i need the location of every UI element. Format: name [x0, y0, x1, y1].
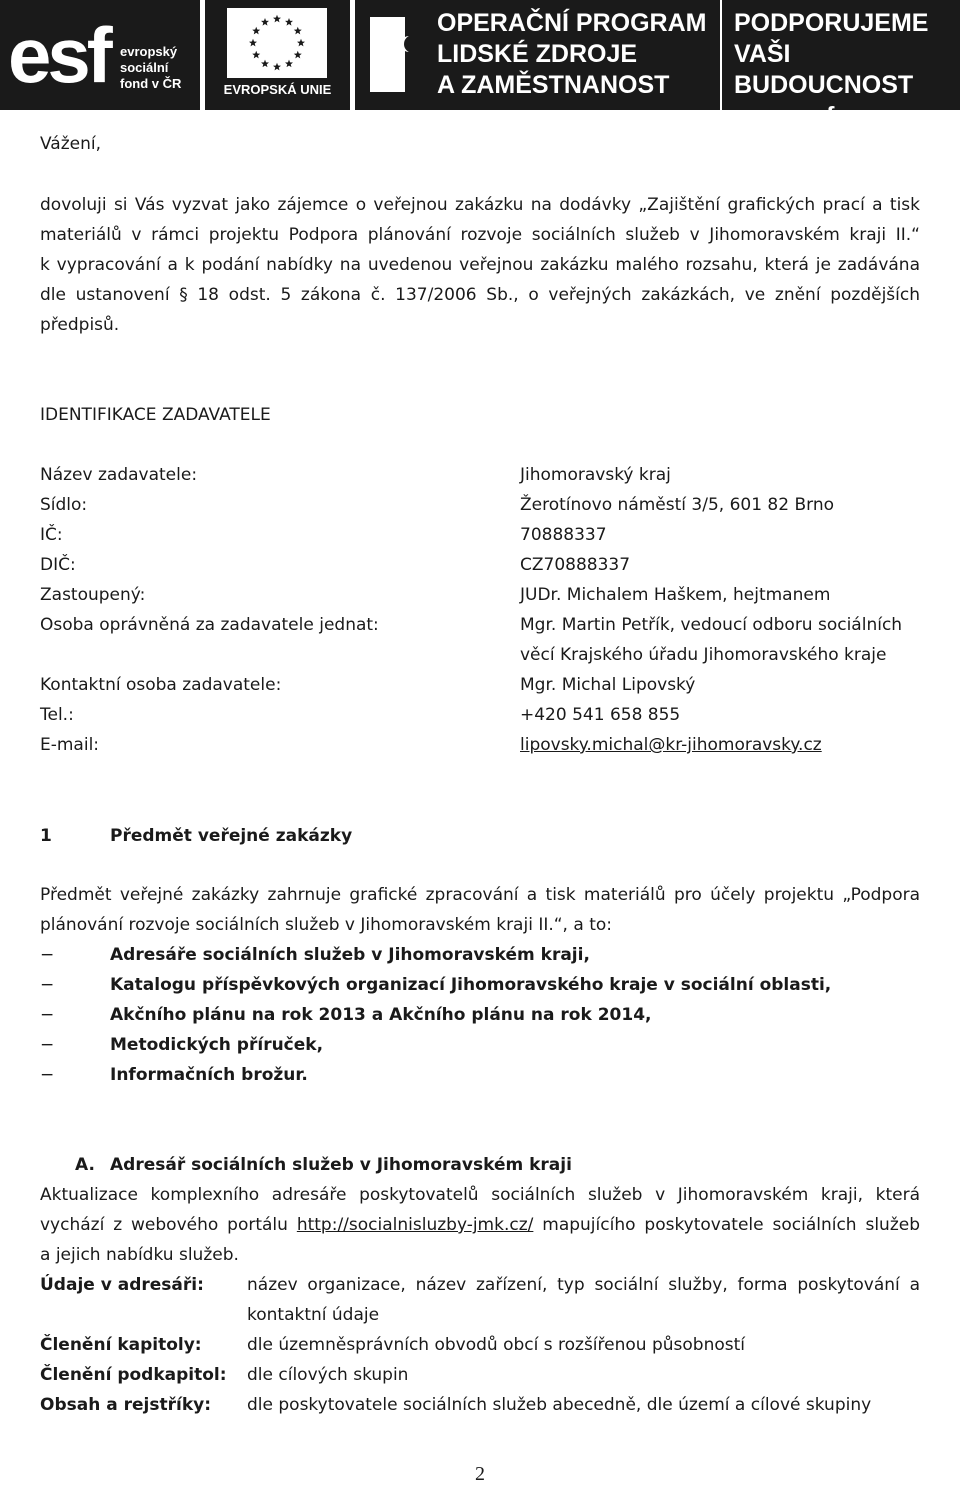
list-item	[40, 940, 920, 970]
intro-line: materiálů v rámci projektu Podpora plánování rozvoje sociálních služeb v Jihomoravském kraji II.“	[40, 225, 920, 245]
slogan-text	[734, 8, 960, 132]
eu-flag-icon	[227, 8, 327, 78]
eu-logo	[205, 0, 350, 110]
row-value: JUDr. Michalem Haškem, hejtmanem	[520, 585, 831, 605]
esf-sub-line: fond v ČR	[120, 76, 182, 91]
page-number: 2	[475, 1463, 485, 1485]
sectionA-line	[40, 1210, 920, 1240]
eu-label: EVROPSKÁ UNIE	[223, 82, 332, 97]
subsection-letter: A.	[75, 1155, 95, 1175]
detail-label: Obsah a rejstříky:	[40, 1395, 212, 1415]
op-lzz-logo	[355, 0, 720, 110]
esf-logo	[0, 0, 200, 110]
slogan-logo	[722, 0, 960, 130]
row-value: +420 541 658 855	[520, 705, 681, 725]
email-link[interactable]: lipovsky.michal@kr-jihomoravsky.cz	[520, 735, 822, 755]
detail-label: Členění kapitoly:	[40, 1335, 202, 1355]
row-label: Tel.:	[40, 705, 74, 725]
sectionA-text: vychází z webového portálu	[40, 1215, 297, 1235]
row-label: E-mail:	[40, 735, 100, 755]
intro-line: k vypracování a k podání nabídky na uvedenou veřejnou zakázku malého rozsahu, která je zadávána	[40, 255, 920, 275]
row-value: Mgr. Martin Petřík, vedoucí odboru sociálních	[520, 615, 903, 635]
intro-line: dovoluji si Vás vyzvat jako zájemce o veřejnou zakázku na dodávky „Zajištění grafických prací a tisk	[40, 195, 920, 215]
slogan-url: www.esfcr.cz	[734, 102, 891, 130]
row-value: CZ70888337	[520, 555, 631, 575]
section-number: 1	[40, 826, 52, 846]
identification-row	[40, 550, 920, 580]
sectionA-line: a jejich nabídku služeb.	[40, 1245, 239, 1265]
identification-row	[40, 520, 920, 550]
sectionA-text: mapujícího poskytovatele sociálních služeb	[533, 1215, 920, 1235]
list-item-text: Metodických příruček,	[110, 1035, 324, 1055]
identification-row	[40, 640, 920, 670]
list-item-text: Katalogu příspěvkových organizací Jihomoravského kraje v sociální oblasti,	[110, 975, 832, 995]
slogan-line: PODPORUJEME	[734, 9, 929, 37]
sectionA-line: Aktualizace komplexního adresáře poskytovatelů sociálních služeb v Jihomoravském kraji, která	[40, 1185, 920, 1205]
row-value: Žerotínovo náměstí 3/5, 601 82 Brno	[520, 495, 834, 515]
esf-sub-line: sociální	[120, 60, 169, 75]
identification-row	[40, 700, 920, 730]
dash-bullet: −	[40, 1065, 55, 1085]
section1-line: plánování rozvoje sociálních služeb v Jihomoravském kraji II.“, a to:	[40, 915, 612, 935]
logo-strip	[0, 0, 960, 130]
identification-row	[40, 580, 920, 610]
row-value: 70888337	[520, 525, 607, 545]
row-value: Jihomoravský kraj	[520, 465, 671, 485]
row-label: DIČ:	[40, 555, 76, 575]
detail-value: dle cílových skupin	[247, 1365, 409, 1385]
puzzle-icon	[365, 12, 425, 97]
row-label: Osoba oprávněná za zadavatele jednat:	[40, 615, 379, 635]
section1-line: Předmět veřejné zakázky zahrnuje grafické zpracování a tisk materiálů pro účely projektu „Podpora	[40, 885, 920, 905]
section-title: Předmět veřejné zakázky	[110, 826, 353, 846]
op-lzz-title	[437, 8, 706, 101]
esf-logo-subtitle	[120, 44, 181, 92]
list-item	[40, 1000, 920, 1030]
deliverables-list	[40, 940, 920, 1090]
detail-row	[40, 1330, 920, 1360]
row-label: Kontaktní osoba zadavatele:	[40, 675, 282, 695]
op-line: OPERAČNÍ PROGRAM	[437, 9, 707, 37]
identification-heading: IDENTIFIKACE ZADAVATELE	[40, 405, 271, 425]
detail-row	[40, 1390, 920, 1420]
dash-bullet: −	[40, 1035, 55, 1055]
list-item	[40, 1030, 920, 1060]
greeting: Vážení,	[40, 134, 102, 154]
detail-label: Údaje v adresáři:	[40, 1275, 204, 1295]
row-value: Mgr. Michal Lipovský	[520, 675, 696, 695]
intro-line: předpisů.	[40, 315, 120, 335]
list-item	[40, 970, 920, 1000]
slogan-line: VAŠI BUDOUCNOST	[734, 40, 914, 99]
identification-row	[40, 460, 920, 490]
detail-label: Členění podkapitol:	[40, 1365, 227, 1385]
detail-row	[40, 1360, 920, 1390]
identification-row	[40, 730, 920, 760]
detail-value: dle poskytovatele sociálních služeb abecedně, dle území a cílové skupiny	[247, 1395, 872, 1415]
intro-line: dle ustanovení § 18 odst. 5 zákona č. 137/2006 Sb., o veřejných zakázkách, ve znění pozdějších	[40, 285, 920, 305]
list-item-text: Informačních brožur.	[110, 1065, 308, 1085]
list-item	[40, 1060, 920, 1090]
dash-bullet: −	[40, 945, 55, 965]
esf-logo-letters: esf	[8, 11, 109, 99]
list-item-text: Adresáře sociálních služeb v Jihomoravském kraji,	[110, 945, 590, 965]
dash-bullet: −	[40, 975, 55, 995]
identification-row	[40, 670, 920, 700]
esf-sub-line: evropský	[120, 44, 178, 59]
detail-row	[40, 1270, 920, 1330]
detail-value: název organizace, název zařízení, typ sociální služby, forma poskytování a kontaktní údaje	[247, 1275, 920, 1325]
row-label: Sídlo:	[40, 495, 88, 515]
row-label: Název zadavatele:	[40, 465, 198, 485]
subsection-title: Adresář sociálních služeb v Jihomoravském kraji	[110, 1155, 572, 1175]
op-line: A ZAMĚSTNANOST	[437, 71, 670, 99]
portal-link[interactable]: http://socialnisluzby-jmk.cz/	[296, 1215, 534, 1235]
list-item-text: Akčního plánu na rok 2013 a Akčního plánu na rok 2014,	[110, 1005, 652, 1025]
detail-value: dle územněsprávních obvodů obcí s rozšířenou působností	[247, 1335, 745, 1355]
row-label: IČ:	[40, 525, 63, 545]
identification-row	[40, 610, 920, 640]
identification-row	[40, 490, 920, 520]
row-label: Zastoupený:	[40, 585, 146, 605]
row-value: věcí Krajského úřadu Jihomoravského kraje	[520, 645, 887, 665]
dash-bullet: −	[40, 1005, 55, 1025]
op-line: LIDSKÉ ZDROJE	[437, 40, 638, 68]
